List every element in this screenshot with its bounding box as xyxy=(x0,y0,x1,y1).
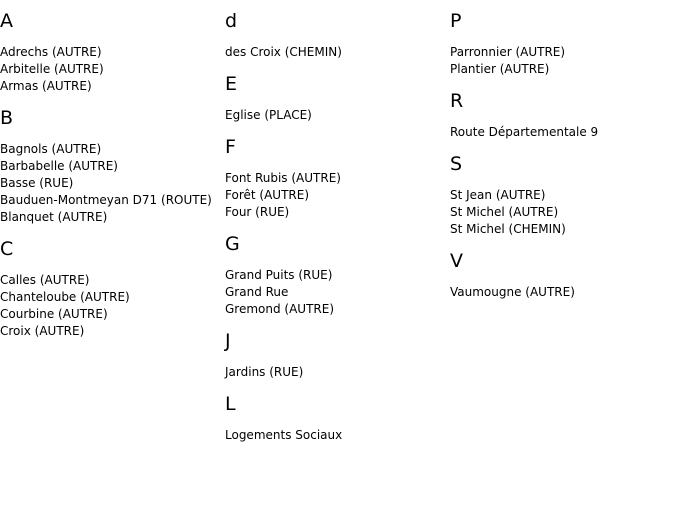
street-list-item xyxy=(450,204,672,221)
street-list-item xyxy=(0,61,222,78)
street-list-item xyxy=(0,158,222,175)
street-list-item xyxy=(450,187,672,204)
street-link[interactable]: Eglise (PLACE) xyxy=(225,108,312,122)
street-list-item xyxy=(450,124,672,141)
street-link[interactable]: Grand Puits (RUE) xyxy=(225,268,333,282)
street-link[interactable]: Gremond (AUTRE) xyxy=(225,302,335,316)
street-list-item xyxy=(450,284,672,301)
street-list-item xyxy=(0,272,222,289)
group-letter-heading: C xyxy=(0,238,14,260)
street-link[interactable]: Logements Sociaux xyxy=(225,428,343,442)
street-link[interactable]: Jardins (RUE) xyxy=(225,365,304,379)
street-link[interactable]: Arbitelle (AUTRE) xyxy=(0,62,104,76)
street-list xyxy=(450,284,672,301)
group-letter-heading: J xyxy=(225,330,231,352)
letter-group xyxy=(225,136,447,221)
street-link[interactable]: Vaumougne (AUTRE) xyxy=(450,285,575,299)
street-link[interactable]: Grand Rue xyxy=(225,285,289,299)
group-letter-heading: V xyxy=(450,250,463,272)
letter-group xyxy=(225,73,447,124)
street-list xyxy=(225,44,447,61)
group-letter-heading: d xyxy=(225,10,238,32)
street-index-column-1 xyxy=(0,10,222,352)
group-letter-heading: B xyxy=(0,107,14,129)
street-list xyxy=(0,272,222,340)
street-list xyxy=(225,170,447,221)
street-list xyxy=(0,44,222,95)
street-link[interactable]: Forêt (AUTRE) xyxy=(225,188,309,202)
street-link[interactable]: Route Départementale 9 xyxy=(450,125,599,139)
street-link[interactable]: Courbine (AUTRE) xyxy=(0,307,108,321)
street-list-item xyxy=(0,192,222,209)
group-letter-heading: R xyxy=(450,90,464,112)
street-link[interactable]: Armas (AUTRE) xyxy=(0,79,92,93)
street-link[interactable]: Basse (RUE) xyxy=(0,176,74,190)
group-letter-heading: L xyxy=(225,393,236,415)
street-list-item xyxy=(225,427,447,444)
letter-group xyxy=(0,10,222,95)
street-list-item xyxy=(0,306,222,323)
street-list-item xyxy=(0,323,222,340)
street-link[interactable]: Font Rubis (AUTRE) xyxy=(225,171,341,185)
letter-group xyxy=(450,153,672,238)
street-index-column-2 xyxy=(225,10,447,456)
street-link[interactable]: Chanteloube (AUTRE) xyxy=(0,290,130,304)
street-list-item xyxy=(0,78,222,95)
street-list xyxy=(450,187,672,238)
street-list xyxy=(225,107,447,124)
group-letter-heading: E xyxy=(225,73,238,95)
street-link[interactable]: Plantier (AUTRE) xyxy=(450,62,550,76)
street-list-item xyxy=(450,61,672,78)
letter-group xyxy=(225,10,447,61)
street-list-item xyxy=(0,141,222,158)
street-list-item xyxy=(225,170,447,187)
street-link[interactable]: Adrechs (AUTRE) xyxy=(0,45,102,59)
street-list-item xyxy=(225,107,447,124)
street-link[interactable]: des Croix (CHEMIN) xyxy=(225,45,342,59)
street-list xyxy=(450,124,672,141)
letter-group xyxy=(225,233,447,318)
group-letter-heading: S xyxy=(450,153,463,175)
street-list-item xyxy=(0,44,222,61)
street-list-item xyxy=(225,284,447,301)
street-link[interactable]: St Michel (CHEMIN) xyxy=(450,222,566,236)
street-link[interactable]: Four (RUE) xyxy=(225,205,290,219)
street-link[interactable]: St Jean (AUTRE) xyxy=(450,188,546,202)
street-list-item xyxy=(450,221,672,238)
street-list-item xyxy=(225,267,447,284)
street-link[interactable]: Parronnier (AUTRE) xyxy=(450,45,566,59)
street-list-item xyxy=(0,209,222,226)
street-list xyxy=(225,267,447,318)
street-list-item xyxy=(225,301,447,318)
street-list-item xyxy=(225,187,447,204)
group-letter-heading: A xyxy=(0,10,13,32)
street-link[interactable]: Bagnols (AUTRE) xyxy=(0,142,102,156)
street-list-item xyxy=(225,204,447,221)
letter-group xyxy=(0,107,222,226)
street-link[interactable]: Barbabelle (AUTRE) xyxy=(0,159,118,173)
street-list xyxy=(450,44,672,78)
street-index-column-3 xyxy=(450,10,672,313)
letter-group xyxy=(450,250,672,301)
street-link[interactable]: Croix (AUTRE) xyxy=(0,324,85,338)
letter-group xyxy=(225,330,447,381)
street-link[interactable]: Blanquet (AUTRE) xyxy=(0,210,108,224)
street-list-item xyxy=(0,289,222,306)
street-list xyxy=(225,364,447,381)
street-list xyxy=(0,141,222,226)
group-letter-heading: F xyxy=(225,136,236,158)
letter-group xyxy=(450,10,672,78)
street-list-item xyxy=(225,364,447,381)
letter-group xyxy=(225,393,447,444)
street-link[interactable]: Calles (AUTRE) xyxy=(0,273,90,287)
group-letter-heading: P xyxy=(450,10,462,32)
street-list-item xyxy=(450,44,672,61)
street-link[interactable]: St Michel (AUTRE) xyxy=(450,205,559,219)
letter-group xyxy=(0,238,222,340)
letter-group xyxy=(450,90,672,141)
group-letter-heading: G xyxy=(225,233,240,255)
street-list-item xyxy=(0,175,222,192)
street-list xyxy=(225,427,447,444)
street-list-item xyxy=(225,44,447,61)
street-link[interactable]: Bauduen-Montmeyan D71 (ROUTE) xyxy=(0,193,212,207)
